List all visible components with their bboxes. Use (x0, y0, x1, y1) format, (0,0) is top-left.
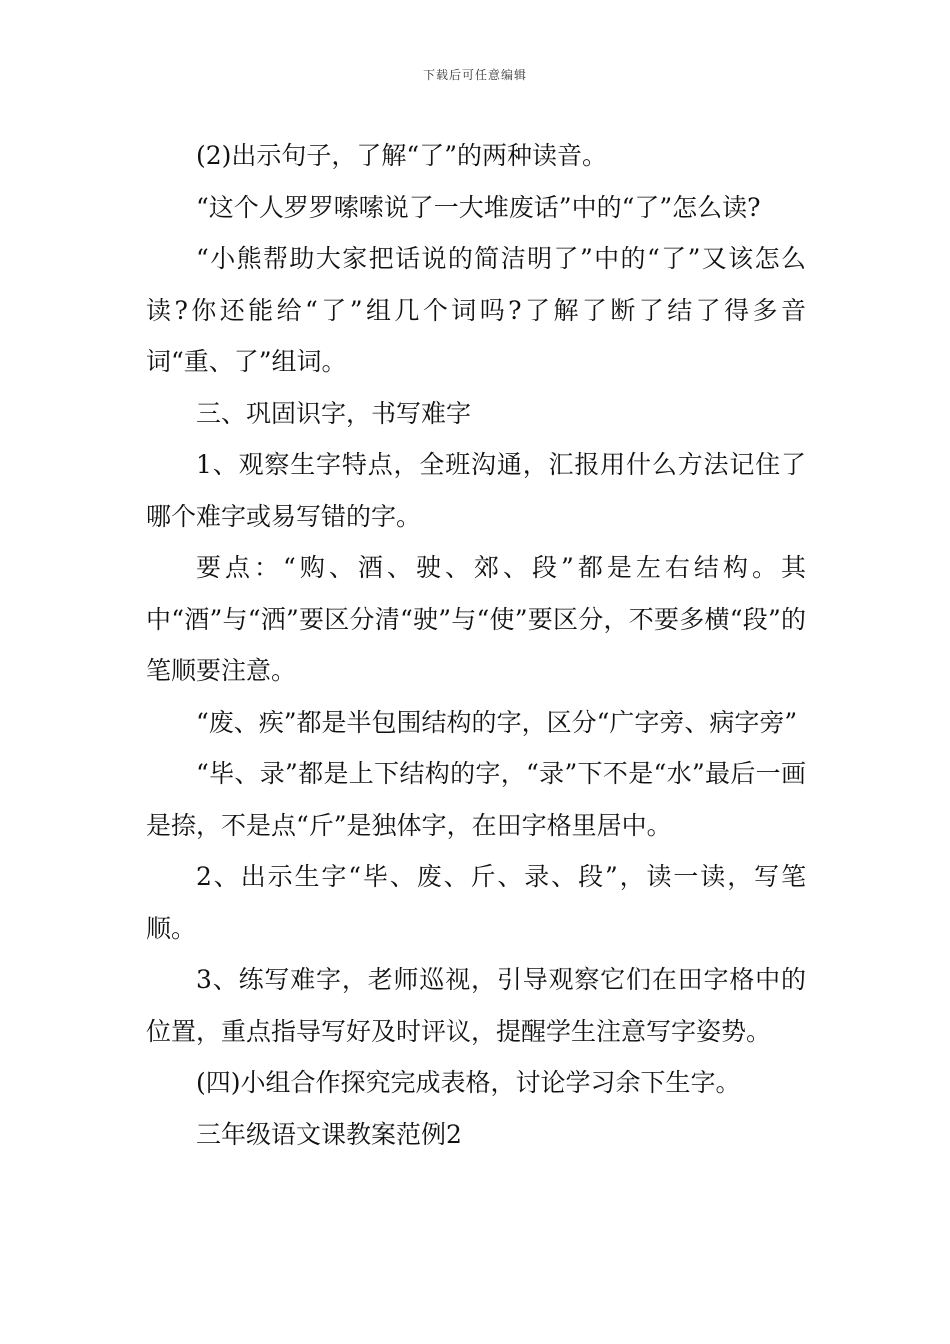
paragraph-1: (2)出示句子，了解“了”的两种读音。 (196, 141, 607, 170)
paragraph-3: “小熊帮助大家把话说的简洁明了”中的“了”又该怎么读?你还能给“了”组几个词吗?了解了断了结了得多音词“重、了”组词。 (146, 244, 806, 376)
paragraph-2: “这个人罗罗嗦嗦说了一大堆废话”中的“了”怎么读? (196, 192, 761, 222)
document-body (146, 130, 806, 1160)
paragraph-5: 1、观察生字特点，全班沟通，汇报用什么方法记住了哪个难字或易写错的字。 (146, 450, 806, 531)
paragraph-9: 2、出示生字“毕、废、斤、录、段”，读一读，写笔顺。 (146, 862, 806, 943)
paragraph-10: 3、练写难字，老师巡视，引导观察它们在田字格中的位置，重点指导写好及时评议，提醒学生注意写字姿势。 (146, 965, 806, 1046)
paragraph-7: “废、疾”都是半包围结构的字，区分“广字旁、病字旁” (196, 707, 798, 737)
lesson-title-2: 三年级语文课教案范例2 (196, 1119, 462, 1149)
section-heading-3: 三、巩固识字，书写难字 (196, 398, 472, 428)
paragraph-11: (四)小组合作探究完成表格，讨论学习余下生字。 (196, 1068, 741, 1097)
paragraph-8: “毕、录”都是上下结构的字，“录”下不是“水”最后一画是捺，不是点“斤”是独体字，在田字格里居中。 (146, 759, 806, 840)
paragraph-6: 要点：“购、酒、驶、郊、段”都是左右结构。其中“酒”与“洒”要区分清“驶”与“使”要区分，不要多横“段”的笔顺要注意。 (146, 553, 806, 685)
page-header-note: 下载后可任意编辑 (422, 68, 527, 82)
